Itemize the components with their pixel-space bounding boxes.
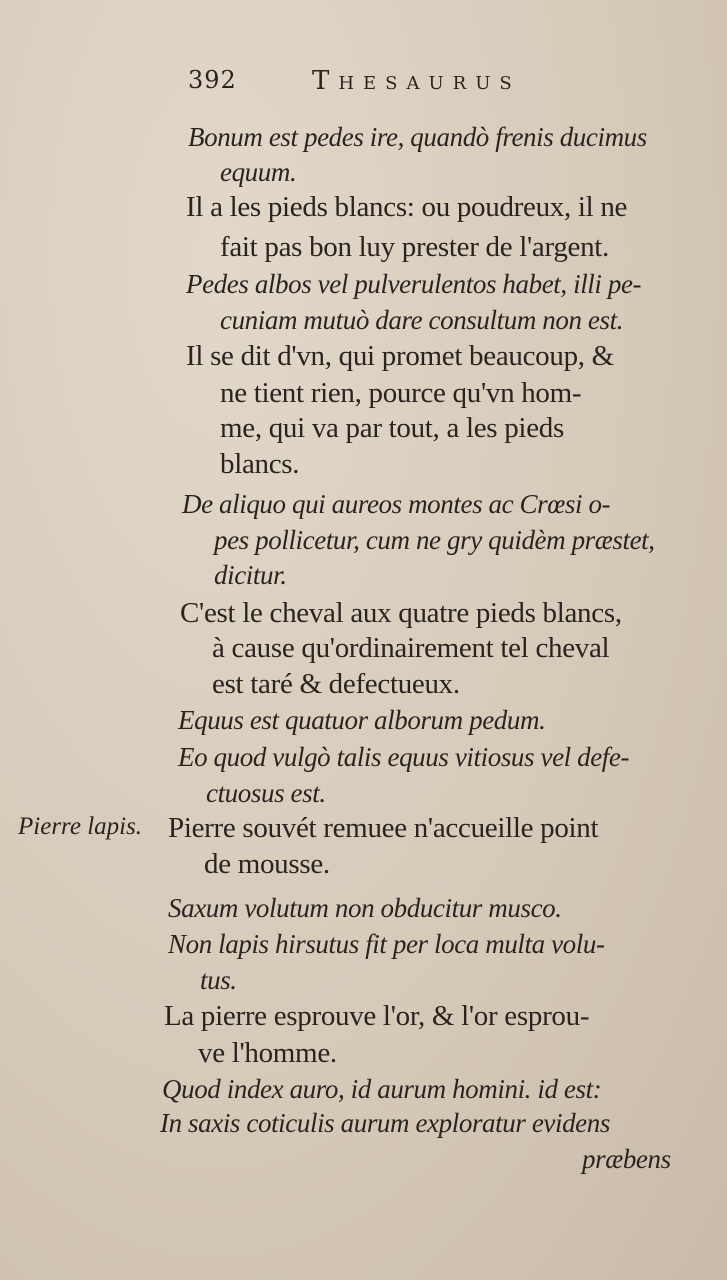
- text-line: equum.: [220, 157, 297, 187]
- text-line: ve l'homme.: [198, 1037, 337, 1069]
- text-line: ctuosus est.: [206, 778, 326, 808]
- text-line: De aliquo qui aureos montes ac Crœsi o-: [182, 489, 611, 519]
- running-header: [188, 66, 628, 106]
- text-line: tus.: [200, 965, 237, 995]
- running-title: Thesaurus: [312, 66, 521, 96]
- text-line: La pierre esprouve l'or, & l'or esprou-: [164, 1000, 590, 1032]
- text-line: fait pas bon luy prester de l'argent.: [220, 231, 609, 263]
- text-line: blancs.: [220, 448, 300, 480]
- text-line: Il a les pieds blancs: ou poudreux, il ne: [186, 191, 628, 223]
- text-line: Bonum est pedes ire, quandò frenis ducimus: [188, 122, 647, 152]
- text-line: C'est le cheval aux quatre pieds blancs,: [180, 597, 622, 629]
- text-line: dicitur.: [214, 560, 287, 590]
- text-line: me, qui va par tout, a les pieds: [220, 412, 564, 444]
- text-line: Il se dit d'vn, qui promet beaucoup, &: [186, 340, 614, 372]
- text-line: Pierre souvét remuee n'accueille point: [168, 812, 599, 844]
- text-line: cuniam mutuò dare consultum non est.: [220, 305, 624, 335]
- text-line: Saxum volutum non obducitur musco.: [168, 893, 562, 923]
- text-line: à cause qu'ordinairement tel cheval: [212, 632, 610, 664]
- text-line: Quod index auro, id aurum homini. id est:: [162, 1074, 602, 1104]
- text-line: est taré & defectueux.: [212, 668, 460, 700]
- text-line: Eo quod vulgò talis equus vitiosus vel defe-: [178, 742, 630, 772]
- text-line: pes pollicetur, cum ne gry quidèm præstet,: [214, 525, 655, 555]
- text-line: In saxis coticulis aurum exploratur evidens: [160, 1108, 610, 1138]
- page-number: 392: [188, 66, 237, 94]
- margin-note: Pierre lapis.: [18, 813, 143, 840]
- text-line: Non lapis hirsutus fit per loca multa volu-: [168, 929, 605, 959]
- text-line: Equus est quatuor alborum pedum.: [178, 705, 546, 735]
- text-line: Pedes albos vel pulverulentos habet, illi pe-: [186, 269, 642, 299]
- text-line: præbens: [582, 1144, 671, 1174]
- text-line: ne tient rien, pource qu'vn hom-: [220, 377, 582, 409]
- text-line: de mousse.: [204, 848, 330, 880]
